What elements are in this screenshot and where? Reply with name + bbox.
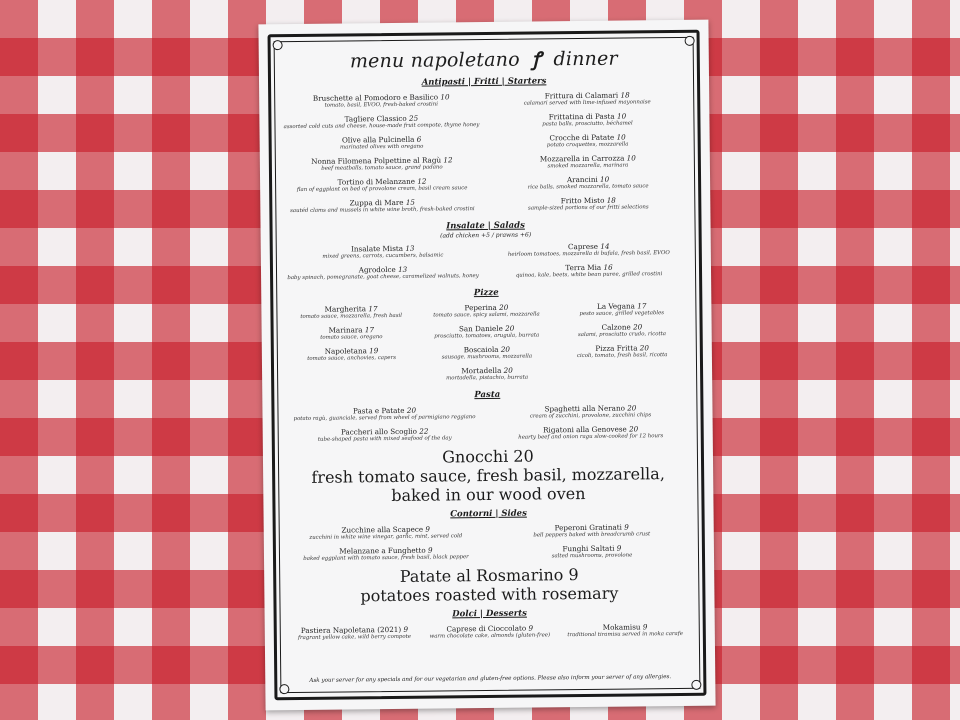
corner-ornament — [279, 684, 289, 694]
menu-item-price: 15 — [405, 197, 416, 207]
menu-item-description: rice balls, smoked mozzarella, tomato sauce — [527, 183, 649, 191]
menu-item-description: flan of eggplant on bed of provolone cream, basil cream sauce — [296, 185, 468, 193]
menu-item-price: 9 — [568, 565, 579, 585]
menu-item-name: San Daniele — [458, 323, 503, 334]
menu-item — [494, 543, 690, 561]
menu-item-name: Zucchine alla Scapece — [341, 524, 424, 535]
salads-addon-note: (add chicken +5 / prawns +6) — [440, 231, 532, 240]
menu-item-description: tomato sauce, spicy salami, mozzarella — [433, 311, 540, 319]
menu-item-description: sausage, mushrooms, mozzarella — [441, 353, 533, 361]
menu-item-description: tomato, basil, EVOO, fresh-baked crostini — [324, 101, 438, 109]
menu-item-name: Pasta e Patate — [352, 405, 405, 416]
menu-item-price: 20 — [633, 322, 643, 332]
menu-item-name: Napoletana — [324, 346, 367, 356]
menu-item — [491, 241, 687, 259]
menu-item-price: 9 — [427, 545, 433, 555]
menu-item-name: Spaghetti alla Nerano — [544, 403, 625, 414]
menu-item-name: Pastiera Napoletana (2021) — [300, 624, 402, 635]
menu-content — [283, 44, 692, 690]
menu-item — [491, 262, 687, 280]
menu-item-name: Arancini — [566, 174, 598, 185]
menu-item — [424, 623, 555, 640]
menu-item — [421, 344, 552, 361]
menu-item-name: Margherita — [324, 304, 367, 314]
menu-item — [288, 564, 690, 606]
menu-item-description: assorted cold cuts and cheese, house-made fruit compote, thyme honey — [283, 122, 480, 131]
menu-item-price: 9 — [624, 522, 629, 532]
desserts-grid — [289, 622, 691, 647]
menu-item-price: 9 — [403, 624, 409, 634]
menu-item-price: 13 — [398, 264, 408, 274]
menu-item — [421, 365, 552, 382]
menu-item-description: hearty beef and onion ragu slow-cooked for 12 hours — [518, 433, 664, 441]
starters-grid — [283, 90, 686, 220]
menu-item-price: 20 — [503, 365, 513, 375]
menu-item-price: 20 — [513, 446, 534, 466]
menu-item-description: potato croquettes, mozzarella — [546, 141, 629, 149]
pizze-column-1 — [285, 304, 417, 389]
corner-ornament — [691, 680, 701, 690]
menu-item — [287, 426, 483, 444]
menu-item-name: Melanzane a Funghetto — [339, 545, 426, 556]
menu-item — [421, 302, 552, 319]
menu-item-price: 20 — [505, 323, 515, 333]
menu-item-description: beef meatballs, tomato sauce, grand padano — [321, 164, 443, 172]
menu-item-price: 6 — [416, 134, 422, 144]
menu-item — [283, 92, 479, 110]
menu-item-price: 9 — [616, 543, 622, 553]
menu-item — [286, 325, 417, 342]
title-service: dinner — [553, 47, 618, 71]
menu-item-description: zucchini in white wine vinegar, garlic, mint, served cold — [309, 533, 463, 541]
sides-right-column — [494, 522, 690, 566]
menu-item — [285, 243, 481, 261]
starters-left-column — [283, 92, 480, 220]
pasta-solo-item — [287, 445, 690, 506]
menu-footer-note: Ask your server for any specials and for our vegetarian and gluten-free options. Please also inform your server of any allergies. — [309, 674, 672, 684]
menu-item-price: 18 — [606, 195, 616, 205]
menu-item-description: warm chocolate cake, almonds (gluten-free) — [429, 632, 551, 640]
menu-item-name: Mozzarella in Carrozza — [539, 153, 625, 164]
menu-item-name: Terra Mia — [565, 262, 602, 273]
menu-item — [556, 322, 687, 339]
menu-item-description: pasta balls, prosciutto, béchamel — [542, 120, 633, 128]
menu-title — [283, 44, 685, 74]
menu-item-name: Tagliere Classico — [344, 113, 407, 124]
menu-item-name: Calzone — [601, 322, 631, 332]
menu-item-description: fragrant yellow cake, wild berry compote — [297, 633, 412, 641]
menu-item-name: Paccheri allo Scoglio — [340, 426, 418, 437]
menu-item-name: Caprese di Cioccolato — [446, 623, 527, 634]
menu-item-price: 19 — [369, 346, 379, 356]
starters-right-column — [489, 90, 686, 218]
menu-item-price: 9 — [425, 524, 430, 534]
menu-item-name: Bruschette al Pomodoro e Basilico — [312, 92, 439, 103]
menu-item-price: 16 — [603, 262, 613, 272]
menu-item — [489, 111, 685, 129]
menu-item — [288, 545, 484, 563]
menu-item-name: Fritto Misto — [560, 195, 605, 206]
title-text: menu napoletano — [349, 48, 520, 73]
menu-item-price: 20 — [406, 405, 417, 415]
menu-item-price: 10 — [616, 132, 626, 142]
menu-item-description: sautéd clams and mussels in white wine broth, fresh-baked crostini — [290, 206, 475, 215]
menu-item-price: 18 — [620, 90, 630, 100]
pizze-column-2 — [421, 302, 553, 387]
menu-item — [284, 155, 480, 173]
menu-item-description: salami, prosciutto crudo, ricotta — [577, 331, 667, 339]
menu-item-description: mixed greens, carrots, cucumbers, balsamic — [322, 252, 444, 260]
menu-item-name: Marinara — [328, 325, 363, 335]
menu-item-description: fresh tomato sauce, fresh basil, mozzarella, baked in our wood oven — [311, 464, 665, 506]
section-heading-sides: Contorni | Sides — [450, 508, 527, 520]
menu-item-description: heirloom tomatoes, mozzarella di bufala, fresh basil, EVOO — [507, 250, 670, 258]
menu-item-price: 10 — [626, 153, 636, 163]
menu-item-description: sample-sized portions of our fritti selections — [528, 204, 649, 212]
menu-item-price: 20 — [639, 343, 649, 353]
menu-item-description: cream of zucchini, provolone, zucchini chips — [529, 412, 652, 420]
menu-item-price: 10 — [616, 111, 627, 121]
menu-item-description: marinated olives with oregano — [340, 143, 424, 151]
menu-item-description: potatoes roasted with rosemary — [360, 583, 619, 606]
menu-item-price: 20 — [500, 344, 511, 354]
salads-right-column — [491, 241, 687, 285]
menu-item-name: Gnocchi — [442, 446, 509, 467]
menu-item-price: 10 — [599, 174, 610, 184]
menu-item — [288, 524, 484, 542]
menu-item-price: 12 — [443, 155, 453, 165]
menu-item — [490, 153, 686, 171]
menu-item-price: 14 — [600, 241, 610, 251]
menu-item-description: salted mushrooms, provolone — [551, 552, 633, 560]
menu-item-name: Agrodolce — [358, 264, 396, 275]
menu-item-name: Mortadella — [461, 365, 502, 376]
menu-item-price: 25 — [408, 113, 419, 123]
pasta-grid — [286, 403, 688, 449]
menu-item-price: 17 — [637, 301, 647, 311]
menu-item — [421, 323, 552, 340]
menu-item-description: tomato sauce, oregano — [320, 334, 383, 341]
menu-item-description: bell peppers baked with breadcrumb crust — [533, 531, 651, 539]
corner-ornament — [685, 36, 695, 46]
menu-item — [490, 132, 686, 150]
menu-item-price: 22 — [419, 426, 429, 436]
section-heading-pasta: Pasta — [474, 389, 501, 401]
menu-item-name: Patate al Rosmarino — [399, 565, 564, 586]
menu-item-price: 9 — [528, 623, 534, 633]
menu-item-price: 9 — [642, 622, 648, 632]
menu-item-description: smoked mozzarella, marinara — [547, 162, 629, 170]
menu-item-price: 20 — [499, 302, 509, 312]
menu-item — [494, 522, 690, 540]
menu-item — [285, 264, 481, 282]
menu-item-name: Pizza Fritta — [595, 343, 638, 353]
menu-item-price: 20 — [629, 424, 639, 434]
menu-item — [285, 304, 416, 321]
logo-icon: ꝭ — [531, 48, 542, 71]
pasta-right-column — [492, 403, 688, 447]
menu-item-description: tube-shaped pasta with mixed seafood of the day — [317, 435, 452, 443]
sides-left-column — [288, 524, 484, 568]
menu-item — [286, 405, 482, 423]
menu-item-description: prosciutto, tomatoes, arugula, burrata — [434, 332, 540, 340]
menu-item — [493, 424, 689, 442]
pizze-column-3 — [556, 301, 688, 386]
menu-item — [556, 301, 687, 318]
menu-item-name: Caprese — [567, 241, 599, 252]
menu-item — [492, 403, 688, 421]
menu-paper — [258, 20, 715, 711]
menu-item-description: calamari served with lime-infused mayonnaise — [523, 99, 651, 107]
menu-item — [287, 445, 690, 506]
menu-item-name: Boscaiola — [463, 344, 499, 355]
menu-item-name: La Vegana — [596, 301, 635, 311]
menu-item-name: Peperoni Gratinati — [554, 522, 622, 533]
menu-item-description: baby spinach, pomegranate, goat cheese, caramelized walnuts, honey — [287, 273, 479, 282]
sides-grid — [288, 522, 690, 568]
menu-item — [559, 622, 690, 639]
menu-item — [283, 113, 479, 131]
section-heading-salads: Insalate | Salads — [446, 220, 525, 232]
menu-item-name: Funghi Saltati — [562, 543, 615, 554]
menu-item — [286, 346, 417, 363]
menu-item-name: Tortino di Melanzane — [337, 176, 416, 187]
menu-item-name: Peperina — [464, 302, 497, 313]
menu-item-price: 12 — [417, 176, 427, 186]
menu-item-description: tomato sauce, mozzarella, fresh basil — [300, 312, 402, 320]
menu-item-name: Mokamisu — [602, 622, 641, 632]
menu-item — [284, 197, 480, 215]
menu-item-name: Rigatoni alla Genovese — [543, 424, 627, 435]
menu-item — [284, 176, 480, 194]
menu-item-description: tomato sauce, anchovies, capers — [307, 354, 396, 362]
menu-item-name: Nonna Filomena Polpettine al Ragù — [311, 155, 442, 166]
menu-item-price: 17 — [364, 325, 375, 335]
menu-item-description: pesto sauce, grilled vegetables — [579, 310, 665, 318]
section-heading-starters: Antipasti | Fritti | Starters — [421, 76, 547, 88]
menu-item — [490, 195, 686, 213]
menu-item-price: 20 — [627, 403, 637, 413]
menu-item — [490, 174, 686, 192]
menu-item-description: quinoa, kale, beets, white bean puree, grilled crostini — [515, 271, 663, 279]
salads-grid — [285, 241, 687, 287]
pasta-left-column — [286, 405, 482, 449]
menu-item-name: Zuppa di Mare — [349, 197, 404, 208]
section-heading-desserts: Dolci | Desserts — [452, 608, 527, 620]
menu-item-description: mortadella, pistachio, burrata — [446, 374, 529, 382]
pizze-grid — [285, 301, 688, 389]
menu-item — [489, 90, 685, 108]
menu-item-name: Frittatina di Pasta — [548, 111, 615, 122]
section-heading-pizze: Pizze — [473, 287, 499, 299]
menu-item — [289, 625, 420, 642]
menu-item-name: Olive alla Pulcinella — [341, 134, 415, 145]
salads-left-column — [285, 243, 481, 287]
sides-solo-item — [288, 564, 690, 606]
corner-ornament — [273, 40, 283, 50]
menu-item-price: 10 — [440, 92, 450, 102]
menu-item-description: baked eggplant with tomato sauce, fresh basil, black pepper — [303, 554, 469, 562]
menu-item-name: Frittura di Calamari — [544, 90, 619, 101]
menu-item — [556, 343, 687, 360]
menu-item-name: Insalate Mista — [351, 243, 404, 254]
menu-item-price: 17 — [368, 304, 378, 314]
menu-item-description: potato ragù, guanciale, served from wheel of parmigiano reggiano — [293, 414, 476, 423]
menu-item-name: Crocche di Patate — [549, 132, 615, 143]
menu-item-description: traditional tiramisu served in moka carafe — [567, 630, 683, 639]
menu-item-price: 13 — [405, 243, 415, 253]
menu-item-description: cicoli, tomato, fresh basil, ricotta — [576, 352, 668, 360]
menu-item — [284, 134, 480, 152]
